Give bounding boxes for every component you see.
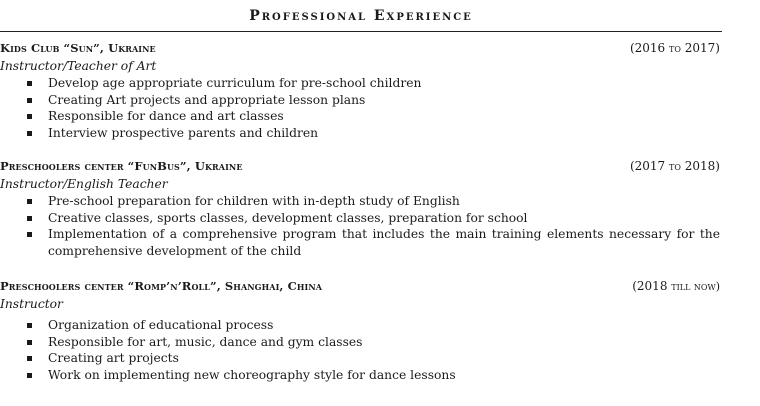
job-dates: (2017 to 2018)	[629, 159, 720, 173]
list-item: Creating art projects	[0, 350, 722, 367]
job-bullets	[0, 75, 722, 141]
job-bullets	[0, 193, 722, 259]
square-bullet-icon	[27, 199, 32, 204]
square-bullet-icon	[27, 114, 32, 119]
square-bullet-icon	[27, 373, 32, 378]
square-bullet-icon	[27, 340, 32, 345]
job-dates: (2016 to 2017)	[629, 41, 720, 55]
job-role: Instructor/Teacher of Art	[0, 59, 157, 73]
square-bullet-icon	[27, 98, 32, 103]
square-bullet-icon	[27, 81, 32, 86]
square-bullet-icon	[27, 232, 32, 237]
employer-name: Kids Club “Sun”, Ukraine	[0, 41, 156, 55]
list-item: Interview prospective parents and children	[0, 125, 722, 142]
job-entry-funbus	[0, 159, 722, 259]
job-role: Instructor	[0, 297, 63, 311]
list-item: Implementation of a comprehensive program that includes the main training elements necessary for the comprehensive development of the child	[0, 226, 722, 259]
job-entry-kids-club	[0, 41, 722, 141]
square-bullet-icon	[27, 131, 32, 136]
section-title: Professional Experience	[249, 8, 473, 24]
square-bullet-icon	[27, 323, 32, 328]
list-item: Responsible for art, music, dance and gym classes	[0, 334, 722, 351]
job-role: Instructor/English Teacher	[0, 177, 168, 191]
employer-name: Preschoolers center “Romp’n’Roll”, Shanghai, China	[0, 279, 323, 293]
job-bullets	[0, 317, 722, 383]
square-bullet-icon	[27, 356, 32, 361]
job-entry-rompnroll	[0, 279, 722, 383]
section-divider	[0, 31, 722, 32]
list-item: Develop age appropriate curriculum for pre-school children	[0, 75, 722, 92]
list-item: Organization of educational process	[0, 317, 722, 334]
list-item: Work on implementing new choreography style for dance lessons	[0, 367, 722, 384]
job-dates: (2018 till now)	[632, 279, 720, 293]
list-item: Pre-school preparation for children with in-depth study of English	[0, 193, 722, 210]
list-item: Creating Art projects and appropriate lesson plans	[0, 92, 722, 109]
employer-name: Preschoolers center “FunBus”, Ukraine	[0, 159, 243, 173]
square-bullet-icon	[27, 216, 32, 221]
list-item: Responsible for dance and art classes	[0, 108, 722, 125]
list-item: Creative classes, sports classes, development classes, preparation for school	[0, 210, 722, 227]
